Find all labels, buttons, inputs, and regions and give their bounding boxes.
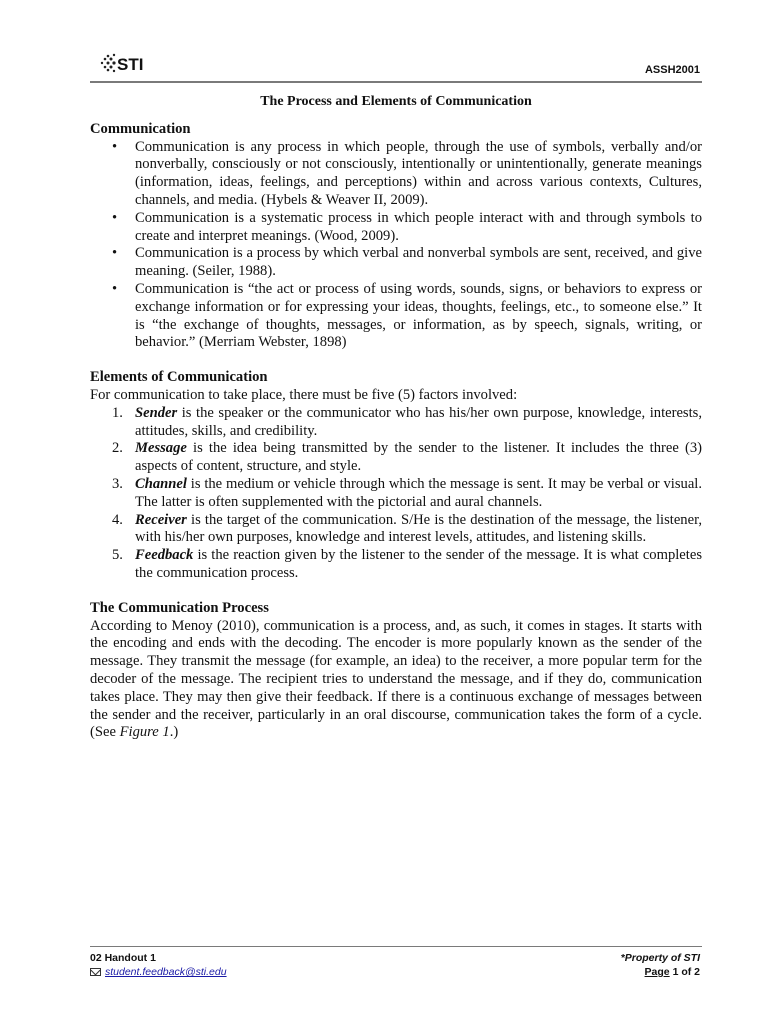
elements-list: [90, 405, 702, 583]
figure-reference: Figure 1: [119, 724, 170, 741]
feedback-email-link[interactable]: student.feedback@sti.edu: [105, 966, 227, 978]
property-notice: *Property of STI: [620, 952, 700, 964]
handout-label: 02 Handout 1: [90, 952, 156, 964]
page-word: Page: [644, 966, 670, 978]
document-body: [90, 93, 702, 742]
section-heading-process: The Communication Process: [90, 599, 269, 616]
element-item: [90, 547, 702, 583]
element-item: [90, 476, 702, 512]
footer-divider: [90, 946, 702, 947]
definition-item: • Communication is “the act or process of using words, sounds, signs, or behaviors to express or exchange information or for expressing your ideas, thoughts, feelings, etc., to someone else.” It is “the exchange of thoughts, messages, or information, as by speech, signals, writing, or behavior.” (Merriam Webster, 1898): [90, 281, 702, 352]
element-text: is the reaction given by the listener to the sender of the message. It is what completes the communication process.: [135, 547, 702, 581]
logo-text: STI: [117, 55, 144, 74]
element-item: [90, 440, 702, 476]
item-number: 1.: [112, 404, 123, 421]
element-term: Message: [135, 440, 187, 457]
element-term: Feedback: [135, 547, 194, 564]
item-number: 2.: [112, 440, 123, 457]
header-divider: [90, 81, 702, 83]
definitions-list: [90, 139, 702, 353]
course-code: ASSH2001: [644, 64, 700, 76]
page-count: 1 of 2: [669, 966, 700, 978]
process-text-end: .): [169, 724, 179, 741]
element-term: Receiver: [135, 511, 187, 528]
item-number: 5.: [112, 547, 123, 564]
element-text: is the idea being transmitted by the sender to the listener. It includes the three (3) aspects of content, structure, and style.: [135, 440, 702, 475]
mail-icon: [90, 968, 101, 976]
sti-logo: [96, 50, 146, 76]
element-item: [90, 512, 702, 548]
element-text: is the medium or vehicle through which the message is sent. It may be verbal or visual. The latter is often supplemented with the pictorial and aural channels.: [135, 475, 702, 510]
feedback-contact: [90, 966, 227, 978]
process-text: According to Menoy (2010), communication is a process, and, as such, it comes in stages. It starts with the encoding and ends with the decoding. The encoder is more popularly known as the sender of the message. They transmit the message (for example, an idea) to the receiver, a more popular term for the decoder of the message. The recipient tries to understand the message, and if they do, communication takes place. They may then give their feedback. If there is a continuous exchange of messages between the sender and the receiver, particularly in an oral discourse, communication takes the form of a cycle. (See: [90, 617, 702, 741]
item-number: 4.: [112, 511, 123, 528]
element-text: is the target of the communication. S/He is the destination of the message, the listener, with his/her own purposes, knowledge and interest levels, attitudes, and listening skills.: [135, 511, 702, 546]
process-paragraph: [90, 618, 702, 743]
element-term: Channel: [135, 475, 187, 492]
document-title: The Process and Elements of Communication: [260, 94, 532, 109]
section-heading-elements: Elements of Communication: [90, 369, 268, 386]
definition-item: • Communication is a process by which verbal and nonverbal symbols are sent, received, and give meaning. (Seiler, 1988).: [90, 245, 702, 281]
element-item: [90, 405, 702, 441]
item-number: 3.: [112, 475, 123, 492]
element-text: is the speaker or the communicator who has his/her own purpose, knowledge, interests, attitudes, skills, and credibility.: [135, 404, 702, 439]
elements-intro: For communication to take place, there must be five (5) factors involved:: [90, 386, 518, 403]
section-heading-communication: Communication: [90, 120, 191, 137]
element-term: Sender: [135, 404, 178, 421]
definition-item: • Communication is any process in which people, through the use of symbols, verbally and/or nonverbally, consciously or not consciously, intentionally or unintentionally, generate meanings (information, ideas, feelings, and perceptions) within and across various contexts, Cultures, channels, and media. (Hybels & Weaver II, 2009).: [90, 139, 702, 210]
definition-item: • Communication is a systematic process in which people interact with and through symbols to create and interpret meanings. (Wood, 2009).: [90, 210, 702, 246]
page-number: [645, 966, 700, 978]
